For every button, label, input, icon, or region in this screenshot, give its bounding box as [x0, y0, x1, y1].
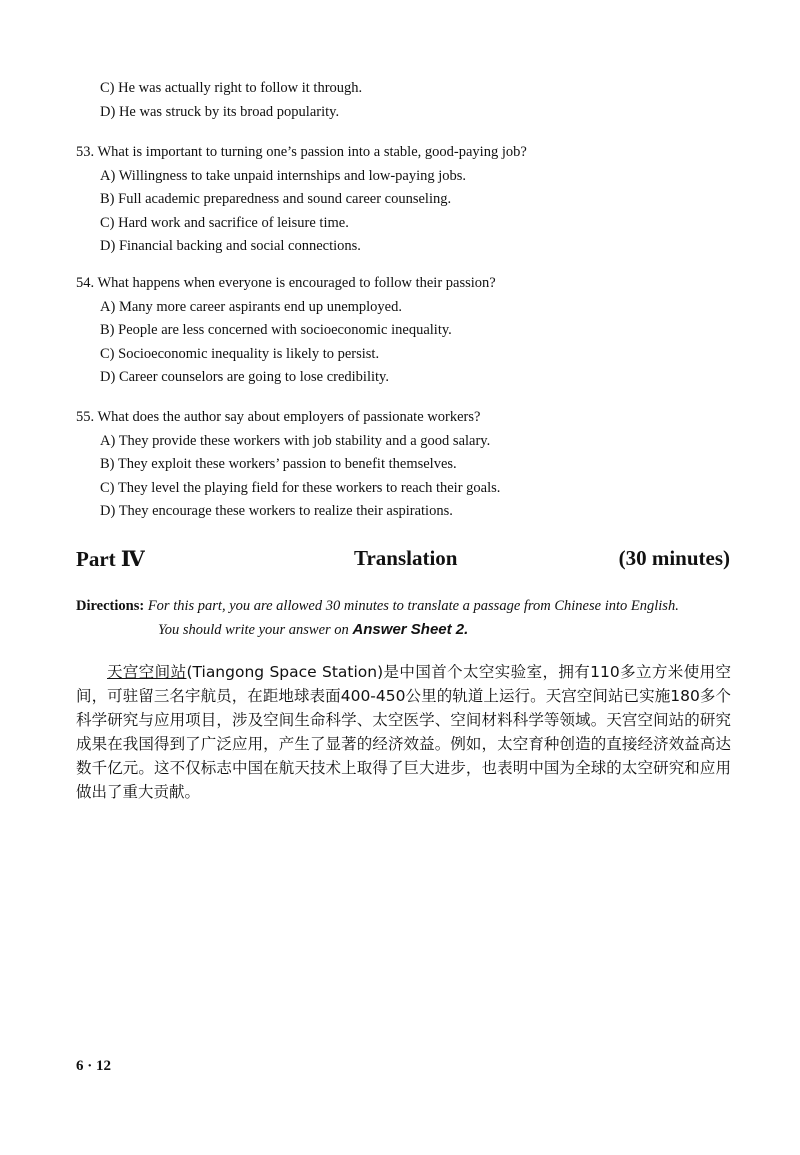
option-a: A) Willingness to take unpaid internships and low-paying jobs.: [100, 167, 467, 184]
option-d: D) They encourage these workers to realize their aspirations.: [100, 503, 453, 519]
option-c: C) Hard work and sacrifice of leisure time.: [100, 214, 349, 231]
question-53: [76, 141, 736, 259]
question-stem: 55. What does the author say about employers of passionate workers?: [76, 409, 481, 425]
part-header: [76, 546, 730, 576]
question-52-tail: [76, 77, 736, 124]
option-c: C) He was actually right to follow it through.: [100, 80, 363, 96]
passage-text: (Tiangong Space Station)是中国首个太空实验室，拥有110多立方米使用空间，可驻留三名宇航员，在距地球表面400-450公里的轨道上运行。天宫空间站已实施180多个科学研究与应用项目，涉及空间生命科学、太空医学、空间材料科学等领域。天宫空间站的研究成果在我国得到了广泛应用，产生了显著的经济效益。例如，太空育种创造的直接经济效益高达数千亿元。这不仅标志中国在航天技术上取得了巨大进步，也表明中国为全球的太空研究和应用做出了重大贡献。: [76, 663, 731, 801]
option-a: A) They provide these workers with job stability and a good salary.: [100, 432, 491, 449]
directions-line-1: For this part, you are allowed 30 minutes to translate a passage from Chinese into English.: [147, 598, 679, 614]
option-b: B) People are less concerned with socioeconomic inequality.: [100, 322, 452, 338]
option-d: D) He was struck by its broad popularity.: [100, 103, 340, 120]
question-55: [76, 406, 736, 524]
translation-passage: [76, 660, 731, 804]
option-d: D) Financial backing and social connections.: [100, 238, 361, 254]
option-d: D) Career counselors are going to lose credibility.: [100, 369, 389, 385]
directions-label: Directions:: [76, 598, 145, 614]
question-stem: 54. What happens when everyone is encouraged to follow their passion?: [76, 275, 496, 291]
directions-line-2: You should write your answer on Answer Sheet 2.: [158, 621, 469, 638]
option-a: A) Many more career aspirants end up unemployed.: [100, 298, 402, 315]
part-time: (30 minutes): [618, 546, 730, 570]
passage-underlined-term: 天宫空间站: [107, 663, 187, 681]
option-b: B) Full academic preparedness and sound career counseling.: [100, 191, 452, 207]
option-c: C) They level the playing field for these workers to reach their goals.: [100, 479, 501, 496]
question-54: [76, 272, 736, 390]
part-title: Translation: [354, 546, 458, 570]
directions: [76, 595, 736, 642]
page-number: 6 · 12: [76, 1058, 112, 1074]
option-c: C) Socioeconomic inequality is likely to persist.: [100, 345, 380, 362]
question-stem: 53. What is important to turning one’s passion into a stable, good-paying job?: [76, 144, 527, 160]
answer-sheet-ref: Answer Sheet 2.: [352, 621, 469, 638]
part-label: Part Ⅳ: [76, 547, 145, 571]
option-b: B) They exploit these workers’ passion to benefit themselves.: [100, 456, 457, 472]
